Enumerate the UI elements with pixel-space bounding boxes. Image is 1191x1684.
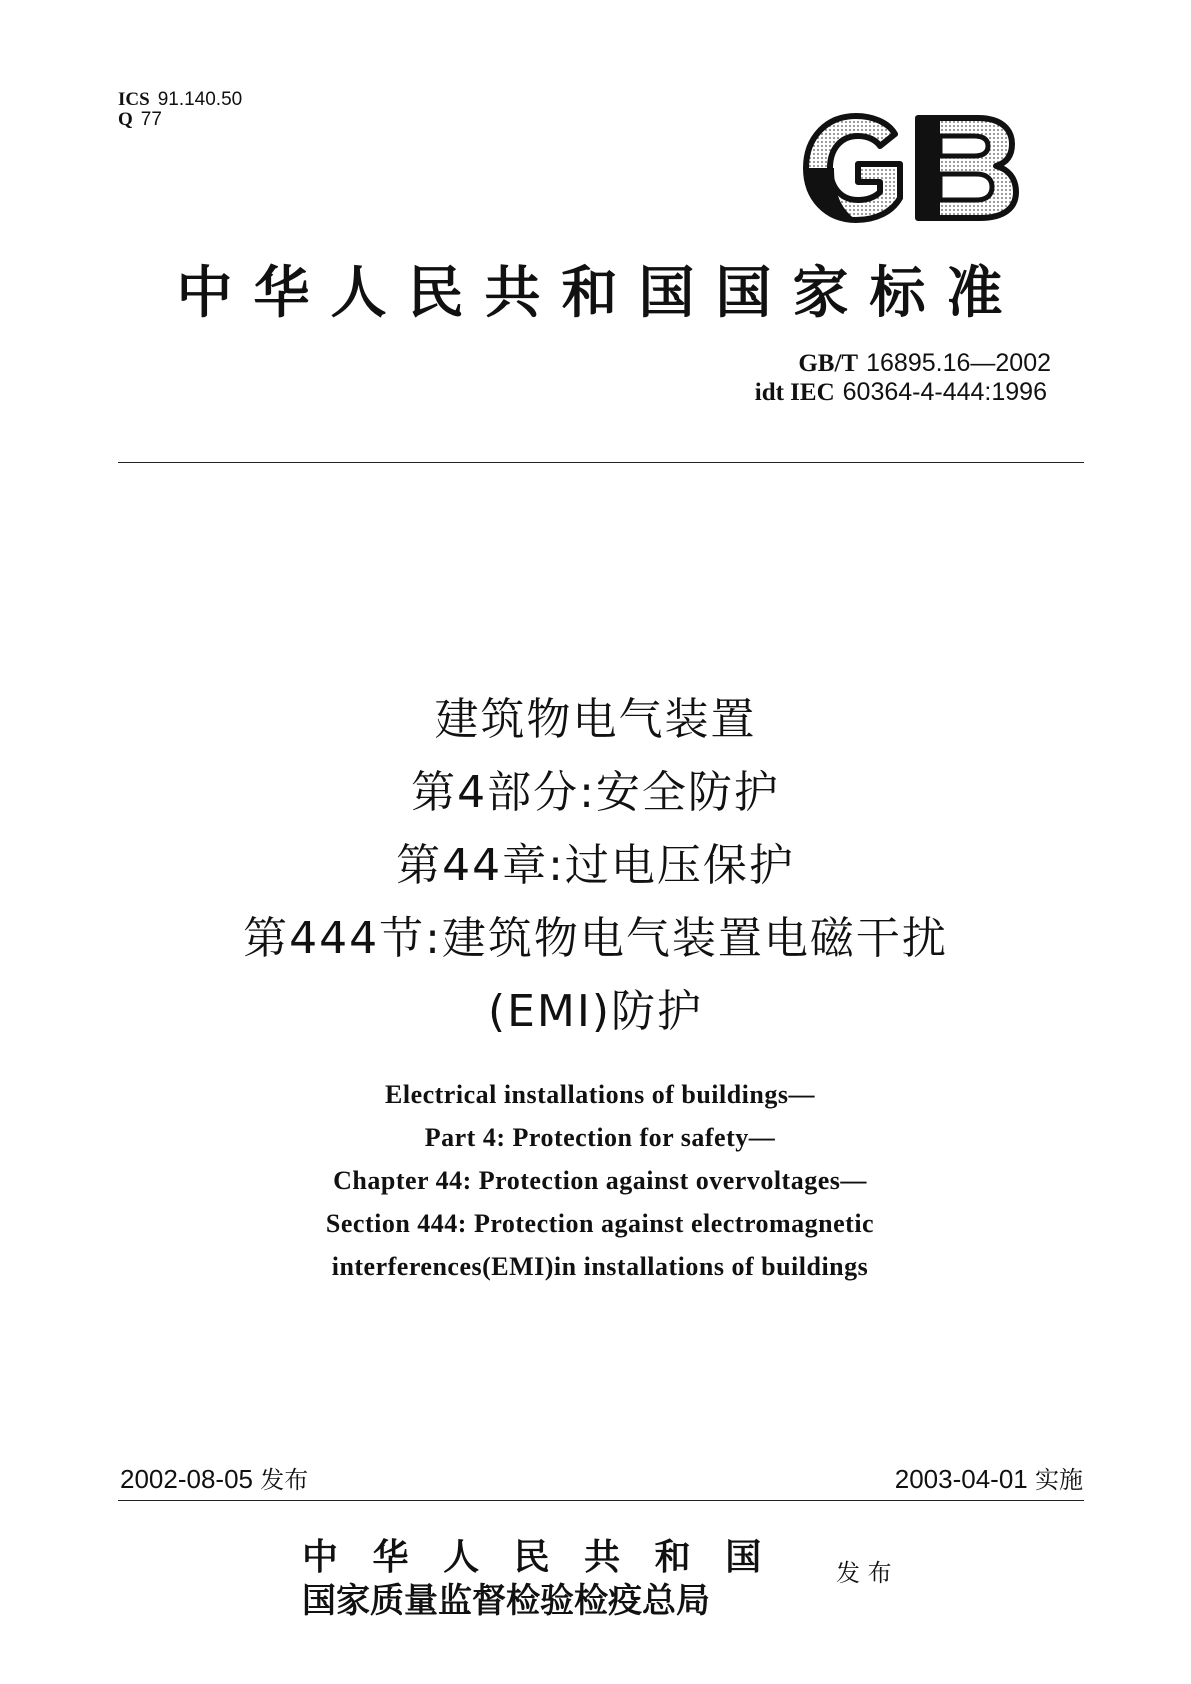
logo-letter-g [806,116,900,220]
title-en-line-3: Chapter 44: Protection against overvoltages— [333,1166,867,1195]
header-divider [118,462,1084,463]
issue-date-value: 2002-08-05 [120,1464,253,1494]
ics-value: 91.140.50 [157,89,243,110]
equivalence-label: idt IEC [754,379,835,406]
issue-date [120,1463,308,1496]
title-en-line-5: interferences(EMI)in installations of buildings [331,1252,869,1281]
title-cn-line-5: (EMI)防护 [487,986,704,1037]
issue-date-label: 发布 [260,1466,309,1494]
ccs-value: 77 [140,109,162,130]
standard-number-label: GB/T [798,350,859,377]
title-cn-line-2: 第4部分:安全防护 [411,767,780,818]
title-cn-line-3: 第44章:过电压保护 [396,840,795,891]
ics-label: ICS [118,89,150,110]
title-en-line-2: Part 4: Protection for safety— [424,1123,776,1152]
implement-date-value: 2003-04-01 [894,1464,1028,1494]
title-cn-line-4: 第444节:建筑物电气装置电磁干扰 [243,913,948,964]
gb-logo [800,112,1020,224]
issuer-line-1: 中 华 人 民 共 和 国 [302,1536,773,1578]
issuer-line-2: 国家质量监督检验检疫总局 [302,1581,710,1621]
standard-number [798,348,1051,379]
ccs-label: Q [118,109,133,130]
national-standard-title: 中华人民共和国国家标准 [176,260,1024,326]
standard-number-value: 16895.16—2002 [866,349,1051,377]
implement-date-label: 实施 [1035,1466,1083,1494]
implement-date [895,1463,1083,1496]
title-cn-line-1: 建筑物电气装置 [434,694,757,745]
equivalence-value: 60364-4-444:1996 [842,378,1047,406]
standard-equivalence [755,377,1047,408]
logo-letter-b [918,118,1016,218]
footer-divider [118,1500,1084,1501]
ccs-code [118,108,162,131]
issuer-action: 发 布 [836,1559,892,1587]
title-en-line-1: Electrical installations of buildings— [385,1080,815,1109]
title-en-line-4: Section 444: Protection against electromagnetic [325,1209,875,1238]
logo-text: GB [910,223,912,224]
